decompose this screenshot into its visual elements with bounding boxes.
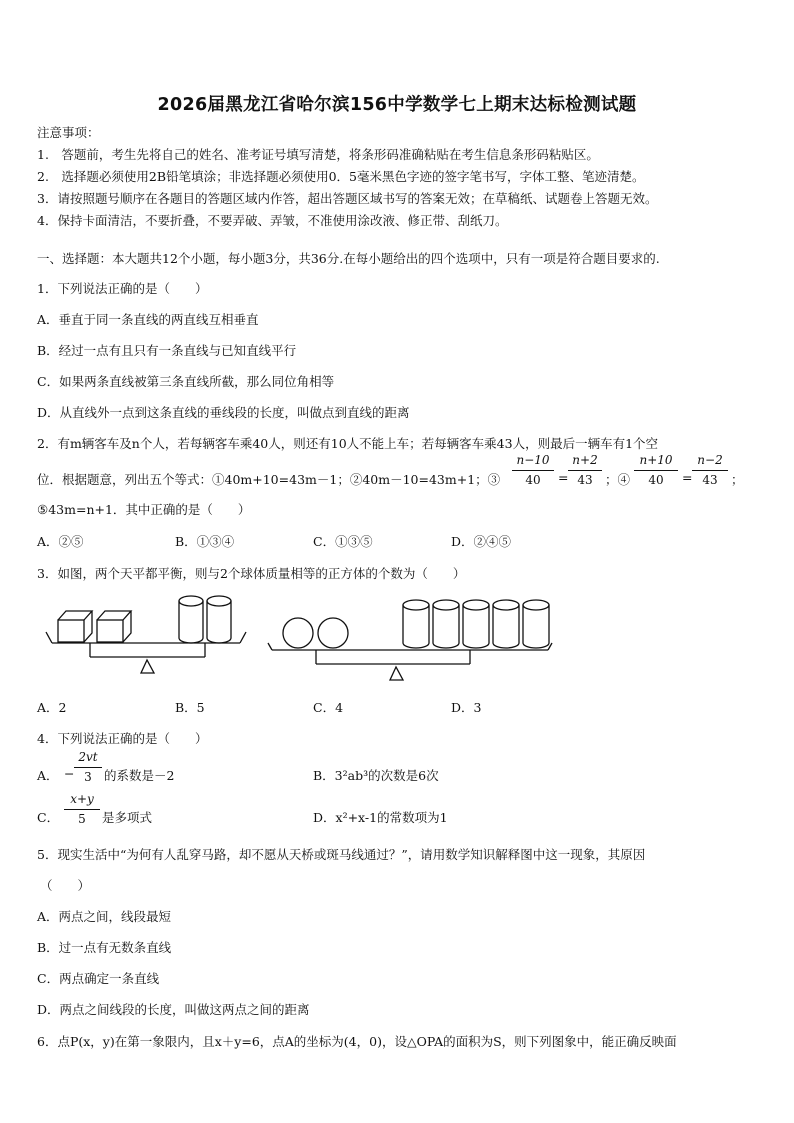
equals-sign: = [682, 470, 693, 485]
notice-item: 4．保持卡面清洁，不要折叠，不要弄破、弄皱，不准使用涂改液、修正带、刮纸刀。 [37, 213, 508, 228]
equals-sign: = [558, 470, 569, 485]
notice-item: 2. 选择题必须使用2B铅笔填涂；非选择题必须使用0．5毫米黑色字迹的签字笔书写，字体工整、笔迹清楚。 [37, 169, 645, 184]
notice-heading: 注意事项： [37, 125, 100, 140]
section-heading: 一、选择题：本大题共12个小题，每小题3分，共36分.在每小题给出的四个选项中，只有一项是符合题目要求的. [37, 251, 660, 266]
question-5-option-a: A．两点之间，线段最短 [37, 909, 172, 924]
question-1-stem: 1．下列说法正确的是（ ） [37, 281, 208, 296]
question-2-line3: ⑤43m=n+1．其中正确的是（ ） [37, 502, 251, 517]
question-1-option-b: B．经过一点有且只有一条直线与已知直线平行 [37, 343, 297, 358]
notice-item: 3．请按照题号顺序在各题目的答题区域内作答，超出答题区域书写的答案无效；在草稿纸、试题卷上答题无效。 [37, 191, 658, 206]
separator: ；④ [605, 472, 631, 487]
question-2-option-d: D．②④⑤ [451, 534, 512, 549]
notice-item: 1. 答题前，考生先将自己的姓名、准考证号填写清楚，将条形码准确粘贴在考生信息条形码粘贴区。 [37, 147, 599, 162]
question-3-option-c: C．4 [313, 700, 344, 715]
question-3-option-b: B．5 [175, 700, 205, 715]
question-2-line1: 2．有m辆客车及n个人，若每辆客车乘40人，则还有10人不能上车；若每辆客车乘43人，则最后一辆车有1个空 [37, 436, 659, 451]
question-4-stem: 4．下列说法正确的是（ ） [37, 731, 208, 746]
fraction-eq3-left: n−10 40 [512, 452, 554, 489]
page-title: 2026届黑龙江省哈尔滨156中学数学七上期末达标检测试题 [157, 95, 637, 115]
fraction-eq4-right: n−2 43 [692, 452, 728, 489]
question-1-option-c: C．如果两条直线被第三条直线所截，那么同位角相等 [37, 374, 335, 389]
separator: ； [731, 472, 744, 487]
question-1-option-a: A．垂直于同一条直线的两直线互相垂直 [37, 312, 259, 327]
question-5-option-c: C．两点确定一条直线 [37, 971, 160, 986]
fraction-2vt-3: 2vt 3 [74, 749, 102, 786]
question-5-option-d: D．两点之间线段的长度，叫做这两点之间的距离 [37, 1002, 310, 1017]
question-1-option-d: D．从直线外一点到这条直线的垂线段的长度，叫做点到直线的距离 [37, 405, 410, 420]
question-2-option-a: A．②⑤ [37, 534, 84, 549]
question-3-option-a: A．2 [37, 700, 67, 715]
fraction-xy-5: x+y 5 [64, 791, 100, 828]
question-5-stem: 5．现实生活中“为何有人乱穿马路，却不愿从天桥或斑马线通过？”，请用数学知识解释图中这一现象，其原因 [37, 847, 646, 862]
fraction-eq4-left: n+10 40 [634, 452, 678, 489]
question-4-option-a-text: 的系数是－2 [104, 768, 175, 783]
question-5-paren: （ ） [40, 878, 91, 893]
question-4-option-c-text: 是多项式 [102, 810, 153, 825]
question-4-option-a-label: A． [37, 768, 59, 783]
question-2-option-b: B．①③④ [175, 534, 235, 549]
question-2-line2: 位．根据题意，列出五个等式：①40m+10=43m－1；②40m－10=43m+1；③ [37, 472, 501, 487]
question-4-option-d: D．x²+x-1的常数项为1 [313, 810, 448, 825]
question-4-option-c-label: C． [37, 810, 60, 825]
question-3-stem: 3．如图，两个天平都平衡，则与2个球体质量相等的正方体的个数为（ ） [37, 566, 466, 581]
question-6-stem: 6．点P(x，y)在第一象限内，且x＋y=6，点A的坐标为(4，0)，设△OPA的面积为S，则下列图象中，能正确反映面 [37, 1034, 677, 1049]
question-2-option-c: C．①③⑤ [313, 534, 373, 549]
question-4-option-b: B．3²ab³的次数是6次 [313, 768, 439, 783]
fraction-eq3-right: n+2 43 [568, 452, 602, 489]
question-5-option-b: B．过一点有无数条直线 [37, 940, 172, 955]
question-3-option-d: D．3 [451, 700, 482, 715]
minus-sign: − [64, 766, 75, 781]
